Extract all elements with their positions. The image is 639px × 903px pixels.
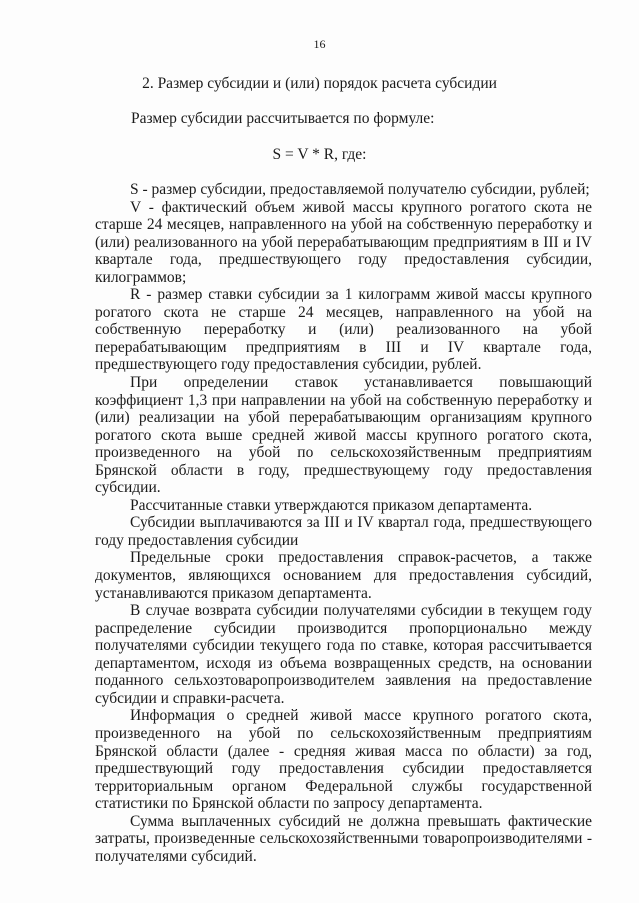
- paragraph-deadlines: Предельные сроки предоставления справок-расчетов, а также документов, являющихся основанием для предоставления субсидий, устанавливаются приказом департамента.: [95, 549, 592, 602]
- paragraph-v-definition: V - фактический объем живой массы крупного рогатого скота не старше 24 месяцев, направленного на убой на собственную переработку и (или) реализованного на убой перерабатывающим предприятиям в III и IV квартале года, предшествующего году предоставления субсидии, килограммов;: [95, 198, 592, 286]
- paragraph-rates-approval: Рассчитанные ставки утверждаются приказом департамента.: [130, 496, 533, 514]
- formula: S = V * R, где:: [272, 146, 367, 163]
- section-heading: 2. Размер субсидии и (или) порядок расчета субсидии: [142, 75, 497, 92]
- paragraph-s-definition: S - размер субсидии, предоставляемой получателю субсидии, рублей;: [130, 181, 590, 198]
- paragraph-coefficient: При определении ставок устанавливается повышающий коэффициент 1,3 при направлении на убой на собственную переработку и (или) реализации на убой перерабатывающим организациям крупного рогатого скота выше средней живой массы крупного рогатого скота, произведенного на убой по сельскохозяйственным предприятиям Брянской области в году, предшествующему году предоставления субсидии.: [95, 374, 592, 497]
- intro-line: Размер субсидии рассчитывается по формуле:: [131, 110, 435, 127]
- paragraph-refund-distribution: В случае возврата субсидии получателями субсидии в текущем году распределение субсидии производится пропорционально между получателями субсидии текущего года по ставке, которая рассчитывается департаментом, исходя из объема возвращенных средств, на основании поданного сельхозтоваропроизводителем заявления на предоставление субсидии и справки-расчета.: [95, 602, 592, 707]
- paragraph-payment-period: Субсидии выплачиваются за III и IV квартал года, предшествующего году предоставления субсидии: [95, 514, 592, 549]
- paragraph-average-mass-info: Информация о средней живой массе крупного рогатого скота, произведенного на убой по сельскохозяйственным предприятиям Брянской области (далее - средняя живая масса по области) за год, предшествующий году предоставления субсидии предоставляется территориальным органом Федеральной службы государственной статистики по Брянской области по запросу департамента.: [95, 707, 592, 813]
- page-number: 16: [313, 37, 326, 51]
- paragraph-r-definition: R - размер ставки субсидии за 1 килограмм живой массы крупного рогатого скота не старше 24 месяцев, направленного на убой на собственную переработку и (или) реализованного на убой перерабатывающим предприятиям в III и IV квартале года, предшествующего году предоставления субсидии, рублей.: [95, 286, 592, 374]
- paragraph-max-amount: Сумма выплаченных субсидий не должна превышать фактические затраты, произведенные сельскохозяйственными товаропроизводителями - получателями субсидий.: [95, 812, 592, 865]
- body-text: [95, 181, 592, 865]
